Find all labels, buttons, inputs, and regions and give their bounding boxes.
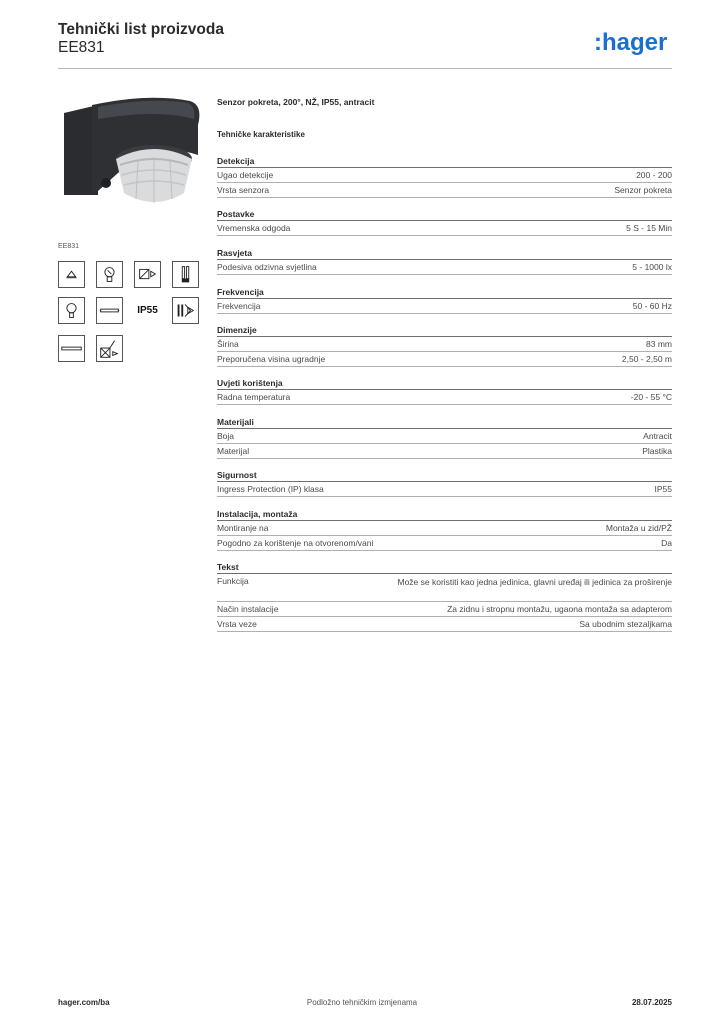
section-divider: [217, 259, 672, 260]
spec-row: [217, 261, 672, 274]
section-divider: [217, 428, 672, 429]
section-heading-uvjeti: Uvjeti korištenja: [217, 378, 283, 388]
product-name: Senzor pokreta, 200°, NŽ, IP55, antracit: [217, 97, 375, 107]
row-divider: [217, 535, 672, 536]
row-divider: [217, 197, 672, 198]
spec-value: 2,50 - 2,50 m: [621, 354, 672, 364]
spec-label: Preporučena visina ugradnje: [217, 354, 326, 364]
section-heading-detekcija: Detekcija: [217, 156, 255, 166]
row-divider: [217, 366, 672, 367]
spec-row: [217, 300, 672, 313]
led-strip-icon: [58, 335, 85, 362]
product-image: [58, 95, 203, 239]
row-divider: [217, 182, 672, 183]
section-divider: [217, 336, 672, 337]
spec-label: Ugao detekcije: [217, 170, 274, 180]
motion-detector-icon: [96, 335, 123, 362]
spec-value: IP55: [654, 484, 672, 494]
section-divider: [217, 167, 672, 168]
footer-website-link[interactable]: hager.com/ba: [58, 998, 110, 1007]
spec-value: 50 - 60 Hz: [632, 301, 672, 311]
row-divider: [217, 443, 672, 444]
spec-value: Montaža u zid/PŽ: [605, 523, 672, 533]
spec-label: Širina: [217, 339, 239, 349]
spec-label: Način instalacije: [217, 604, 279, 614]
row-divider: [217, 404, 672, 405]
section-divider: [217, 389, 672, 390]
spec-label: Ingress Protection (IP) klasa: [217, 484, 324, 494]
spec-row: [217, 184, 672, 197]
spec-value: 5 S - 15 Min: [626, 223, 672, 233]
image-caption: EE831: [58, 243, 80, 250]
spec-value: Može se koristiti kao jedna jedinica, glavni uređaj ili jedinica za proširenje: [397, 577, 672, 587]
spec-row: [217, 522, 672, 535]
section-heading-instalacija: Instalacija, montaža: [217, 509, 298, 519]
transformer-icon: [172, 297, 199, 324]
led-driver-icon: [134, 261, 161, 288]
section-heading-rasvjeta: Rasvjeta: [217, 248, 252, 258]
spec-row: [217, 430, 672, 443]
row-divider: [217, 631, 672, 632]
bulb-icon: [58, 297, 85, 324]
row-divider: [217, 616, 672, 617]
footer-date: 28.07.2025: [631, 998, 672, 1007]
spec-value: 5 - 1000 lx: [632, 262, 672, 272]
spec-row: [217, 603, 672, 616]
section-divider: [217, 520, 672, 521]
product-code: EE831: [58, 39, 105, 56]
spec-value: -20 - 55 °C: [630, 392, 672, 402]
spec-value: Za zidnu i stropnu montažu, ugaona montaža sa adapterom: [447, 604, 672, 614]
section-heading-frekvencija: Frekvencija: [217, 287, 264, 297]
section-heading-tekst: Tekst: [217, 562, 239, 572]
section-heading-postavke: Postavke: [217, 209, 255, 219]
spec-row: [217, 338, 672, 351]
section-heading-sigurnost: Sigurnost: [217, 470, 257, 480]
hager-logo: [594, 28, 676, 58]
fluorescent-tube-icon: [172, 261, 199, 288]
section-divider: [217, 298, 672, 299]
spec-label: Frekvencija: [217, 301, 261, 311]
spec-row: [217, 353, 672, 366]
spec-label: Funkcija: [217, 576, 249, 586]
row-divider: [217, 235, 672, 236]
spec-row: [217, 391, 672, 404]
spec-row: [217, 445, 672, 458]
spec-value: 83 mm: [646, 339, 672, 349]
section-heading-materijali: Materijali: [217, 417, 254, 427]
spec-row: [217, 575, 672, 601]
bulb-halogen-icon: [96, 261, 123, 288]
section-heading-dimenzije: Dimenzije: [217, 325, 257, 335]
spec-label: Montiranje na: [217, 523, 269, 533]
spec-value: Plastika: [642, 446, 672, 456]
header-divider: [58, 68, 672, 69]
ip55-badge: IP55: [134, 297, 161, 324]
spec-label: Vrsta veze: [217, 619, 257, 629]
spec-row: [217, 537, 672, 550]
spec-row: [217, 483, 672, 496]
spec-value: Antracit: [643, 431, 672, 441]
spec-label: Podesiva odzivna svjetlina: [217, 262, 317, 272]
spec-value: 200 - 200: [636, 170, 672, 180]
section-divider: [217, 481, 672, 482]
section-divider: [217, 573, 672, 574]
spec-value: Sa ubodnim stezaljkama: [579, 619, 672, 629]
section-divider: [217, 220, 672, 221]
row-divider: [217, 313, 672, 314]
row-divider: [217, 351, 672, 352]
ceiling-lamp-icon: [58, 261, 85, 288]
row-divider: [217, 550, 672, 551]
spec-label: Vrsta senzora: [217, 185, 270, 195]
row-divider: [217, 496, 672, 497]
spec-label: Vremenska odgoda: [217, 223, 291, 233]
spec-row: [217, 169, 672, 182]
row-divider: [217, 601, 672, 602]
tube-lamp-icon: [96, 297, 123, 324]
spec-value: Senzor pokreta: [614, 185, 672, 195]
spec-label: Radna temperatura: [217, 392, 291, 402]
spec-label: Boja: [217, 431, 235, 441]
spec-label: Materijal: [217, 446, 250, 456]
page-title: Tehnički list proizvoda: [58, 21, 224, 38]
tech-specs-heading: Tehničke karakteristike: [217, 130, 305, 139]
row-divider: [217, 458, 672, 459]
footer-notice: Podložno tehničkim izmjenama: [306, 998, 418, 1007]
spec-row: [217, 222, 672, 235]
row-divider: [217, 274, 672, 275]
logo-text: :hager: [594, 29, 668, 56]
spec-row: [217, 618, 672, 631]
spec-label: Pogodno za korištenje na otvorenom/vani: [217, 538, 374, 548]
spec-value: Da: [661, 538, 672, 548]
